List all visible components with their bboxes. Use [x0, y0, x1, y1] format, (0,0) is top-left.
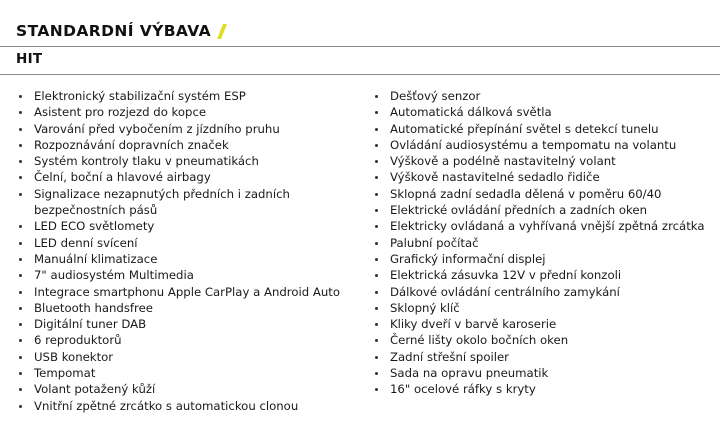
accent-slash-icon — [217, 24, 227, 39]
list-item: Systém kontroly tlaku v pneumatikách — [19, 153, 359, 169]
list-item: Rozpoznávání dopravních značek — [19, 137, 359, 153]
divider — [0, 46, 720, 47]
list-item: Sada na opravu pneumatik — [375, 365, 705, 381]
list-item: Automatické přepínání světel s detekcí tunelu — [375, 121, 705, 137]
list-item: Výškově nastavitelné sedadlo řidiče — [375, 169, 705, 185]
list-item: Ovládání audiosystému a tempomatu na volantu — [375, 137, 705, 153]
list-item: Kliky dveří v barvě karoserie — [375, 316, 705, 332]
list-item: LED denní svícení — [19, 235, 359, 251]
section-header — [16, 18, 224, 44]
list-item: Dálkové ovládání centrálního zamykání — [375, 284, 705, 300]
list-item: Palubní počítač — [375, 235, 705, 251]
list-item: Sklopná zadní sedadla dělená v poměru 60/40 — [375, 186, 705, 202]
list-item: Varování před vybočením z jízdního pruhu — [19, 121, 359, 137]
list-item: Asistent pro rozjezd do kopce — [19, 104, 359, 120]
page-title: STANDARDNÍ VÝBAVA — [16, 22, 212, 40]
list-item: Dešťový senzor — [375, 88, 705, 104]
list-item: LED ECO světlomety — [19, 218, 359, 234]
list-item: Bluetooth handsfree — [19, 300, 359, 316]
list-item: Volant potažený kůží — [19, 381, 359, 397]
list-item: Čelní, boční a hlavové airbagy — [19, 169, 359, 185]
list-item: 6 reproduktorů — [19, 332, 359, 348]
list-item: Signalizace nezapnutých předních i zadních bezpečnostních pásů — [19, 186, 359, 219]
list-item: Automatická dálková světla — [375, 104, 705, 120]
list-item: Digitální tuner DAB — [19, 316, 359, 332]
equipment-list-left — [19, 88, 359, 414]
list-item: 7" audiosystém Multimedia — [19, 267, 359, 283]
list-item: Elektrická zásuvka 12V v přední konzoli — [375, 267, 705, 283]
list-item: Zadní střešní spoiler — [375, 349, 705, 365]
list-item: Výškově a podélně nastavitelný volant — [375, 153, 705, 169]
trim-title: HIT — [16, 51, 43, 67]
list-item: Grafický informační displej — [375, 251, 705, 267]
list-item: Elektrické ovládání předních a zadních oken — [375, 202, 705, 218]
list-item: Elektricky ovládaná a vyhřívaná vnější zpětná zrcátka — [375, 218, 705, 234]
list-item: Integrace smartphonu Apple CarPlay a Android Auto — [19, 284, 359, 300]
list-item: Manuální klimatizace — [19, 251, 359, 267]
list-item: Elektronický stabilizační systém ESP — [19, 88, 359, 104]
list-item: Tempomat — [19, 365, 359, 381]
list-item: Vnitřní zpětné zrcátko s automatickou clonou — [19, 398, 359, 414]
equipment-list-right — [375, 88, 705, 398]
list-item: USB konektor — [19, 349, 359, 365]
divider — [0, 74, 720, 75]
list-item: 16" ocelové ráfky s kryty — [375, 381, 705, 397]
list-item: Černé lišty okolo bočních oken — [375, 332, 705, 348]
list-item: Sklopný klíč — [375, 300, 705, 316]
